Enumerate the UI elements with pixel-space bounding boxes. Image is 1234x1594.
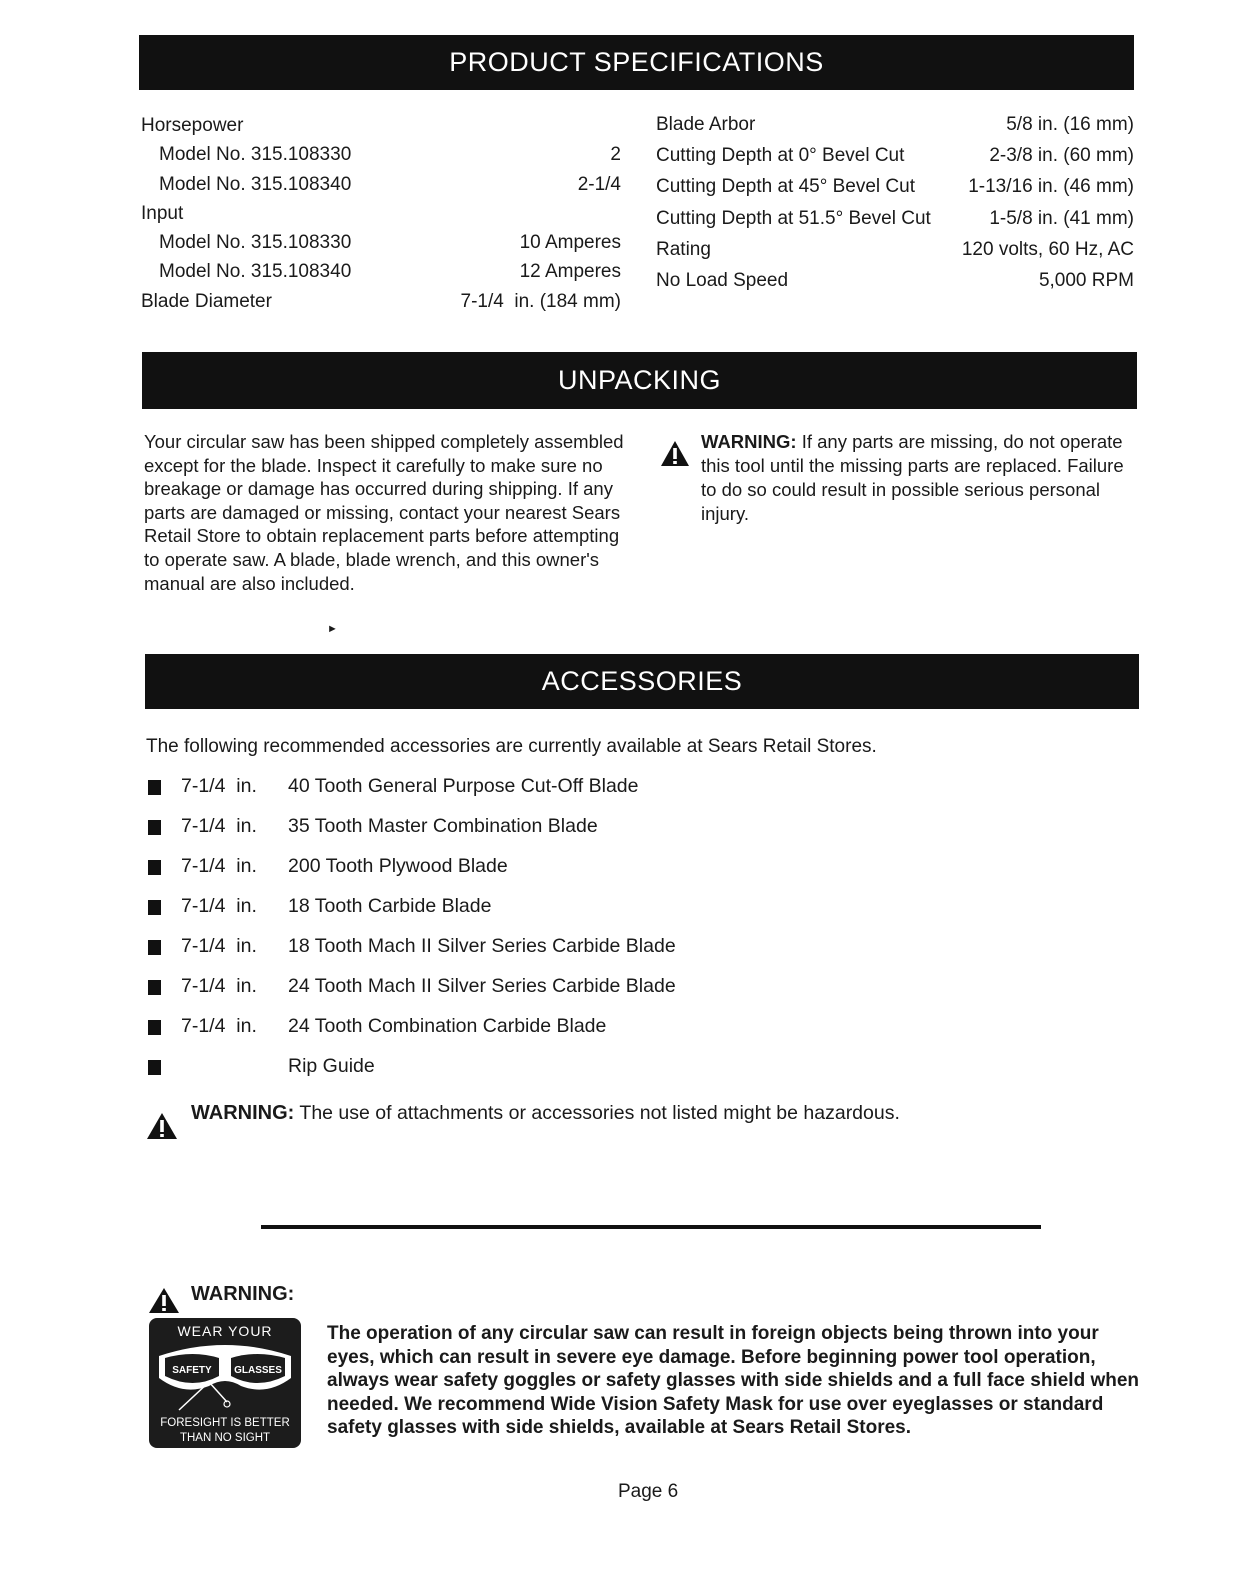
accessories-list <box>146 775 846 1095</box>
spec-row <box>141 140 621 169</box>
accessory-desc: 24 Tooth Combination Carbide Blade <box>288 1015 607 1037</box>
spec-label: Blade Diameter <box>141 290 272 312</box>
accessory-desc: 40 Tooth General Purpose Cut-Off Blade <box>288 775 639 797</box>
list-item <box>146 775 846 815</box>
warning-label: WARNING: <box>701 431 797 452</box>
warning-text: If any parts are missing, do not operate this tool until the missing parts are replaced. Failure to do so could result in possible serious personal injury. <box>701 431 1124 524</box>
unpacking-paragraph: Your circular saw has been shipped completely assembled except for the blade. Inspect it carefully to make sure no breakage or damage has occurred during shipping. If any parts are damaged or missing, contact your nearest Sears Retail Store to obtain replacement parts before attempting to operate saw. A blade, blade wrench, and this owner's manual are also included. <box>144 431 624 594</box>
spec-row <box>656 265 1134 296</box>
warning-triangle-icon <box>660 440 690 473</box>
section-title: UNPACKING <box>557 365 722 395</box>
spec-row <box>656 171 1134 202</box>
list-item <box>146 815 846 855</box>
spec-row <box>656 109 1134 140</box>
list-item <box>146 1055 846 1095</box>
spec-value: 7-1/4 in. (184 mm) <box>460 290 621 312</box>
list-item <box>146 975 846 1015</box>
accessory-desc: Rip Guide <box>288 1055 375 1077</box>
section-title: ACCESSORIES <box>541 666 743 696</box>
spec-row <box>141 199 621 228</box>
badge-top-text: WEAR YOUR <box>177 1323 273 1339</box>
accessory-desc: 18 Tooth Carbide Blade <box>288 895 492 917</box>
spec-value: 1-13/16 in. (46 mm) <box>968 176 1134 198</box>
accessory-desc: 200 Tooth Plywood Blade <box>288 855 508 877</box>
spec-table-left <box>141 111 621 316</box>
list-item <box>146 895 846 935</box>
spec-label: No Load Speed <box>656 269 789 291</box>
spec-value: 2 <box>610 144 621 166</box>
square-bullet-icon <box>148 940 161 955</box>
badge-right-lens-text: GLASSES <box>234 1365 282 1376</box>
spec-label: Cutting Depth at 51.5° Bevel Cut <box>656 207 931 229</box>
section-banner-accessories <box>145 654 1139 709</box>
spec-label: Model No. 315.108330 <box>159 144 352 166</box>
spec-row <box>141 228 621 257</box>
page-number: Page 6 <box>618 1481 679 1502</box>
spec-row <box>141 111 621 140</box>
accessory-size: 7-1/4 in. <box>181 935 257 957</box>
accessory-desc: 18 Tooth Mach II Silver Series Carbide Blade <box>288 935 676 957</box>
spec-label: Horsepower <box>141 115 244 136</box>
spec-value: 5/8 in. (16 mm) <box>1006 114 1134 135</box>
badge-bottom-text-2: THAN NO SIGHT <box>179 1432 271 1444</box>
list-item <box>146 935 846 975</box>
square-bullet-icon <box>148 1020 161 1035</box>
accessory-size: 7-1/4 in. <box>181 895 257 917</box>
spec-value: 1-5/8 in. (41 mm) <box>989 207 1134 229</box>
spec-label: Model No. 315.108340 <box>159 261 352 283</box>
spec-row <box>656 140 1134 171</box>
square-bullet-icon <box>148 980 161 995</box>
spec-value: 5,000 RPM <box>1038 269 1134 291</box>
spec-label: Cutting Depth at 45° Bevel Cut <box>656 176 915 198</box>
square-bullet-icon <box>148 820 161 835</box>
accessories-intro: The following recommended accessories are currently available at Sears Retail Stores. <box>146 736 877 757</box>
spec-row <box>141 287 621 316</box>
spec-value: 120 volts, 60 Hz, AC <box>961 238 1134 260</box>
accessory-size: 7-1/4 in. <box>181 855 257 877</box>
badge-left-lens-text: SAFETY <box>172 1365 212 1376</box>
eye-warning-paragraph: The operation of any circular saw can result in foreign objects being thrown into your eyes, which can result in severe eye damage. Before beginning power tool operation, always wear safety goggles or safety glasses with side shields and a full face shield when needed. We recommend Wide Vision Safety Mask for use over eyeglasses or standard safety glasses with side shields, available at Sears Retail Stores. <box>327 1323 1140 1439</box>
spec-label: Rating <box>656 238 711 260</box>
spec-value: 12 Amperes <box>519 261 621 283</box>
spec-label: Input <box>141 202 184 224</box>
safety-glasses-badge <box>149 1318 301 1448</box>
spec-label: Cutting Depth at 0° Bevel Cut <box>656 145 905 167</box>
accessory-size: 7-1/4 in. <box>181 815 257 837</box>
warning-label: WARNING: <box>191 1283 295 1305</box>
spec-value: 2-3/8 in. (60 mm) <box>989 145 1134 167</box>
accessory-size: 7-1/4 in. <box>181 975 257 997</box>
spec-label: Model No. 315.108330 <box>159 232 352 254</box>
accessory-size: 7-1/4 in. <box>181 1015 257 1037</box>
warning-triangle-icon <box>148 1287 180 1320</box>
spec-row <box>656 203 1134 234</box>
warning-text: The use of attachments or accessories not listed might be hazardous. <box>299 1102 900 1124</box>
square-bullet-icon <box>148 860 161 875</box>
list-item <box>146 1015 846 1055</box>
accessory-size: 7-1/4 in. <box>181 775 257 797</box>
square-bullet-icon <box>148 780 161 795</box>
spec-value: 2-1/4 <box>577 173 621 195</box>
section-title: PRODUCT SPECIFICATIONS <box>449 47 824 77</box>
badge-bottom-text-1: FORESIGHT IS BETTER <box>160 1417 290 1429</box>
spec-row <box>141 170 621 199</box>
spec-row <box>656 234 1134 265</box>
accessory-desc: 24 Tooth Mach II Silver Series Carbide Blade <box>288 975 676 997</box>
spec-value: 10 Amperes <box>519 232 621 254</box>
list-item <box>146 855 846 895</box>
spec-table-right <box>656 109 1134 296</box>
accessory-desc: 35 Tooth Master Combination Blade <box>288 815 598 837</box>
square-bullet-icon <box>148 1060 161 1075</box>
spec-row <box>141 257 621 286</box>
horizontal-divider <box>261 1225 1041 1229</box>
spec-label: Blade Arbor <box>656 114 756 135</box>
warning-triangle-icon <box>146 1112 178 1146</box>
spec-label: Model No. 315.108340 <box>159 173 352 195</box>
arrow-mark-icon: ► <box>327 623 338 635</box>
square-bullet-icon <box>148 900 161 915</box>
section-banner-specifications <box>139 35 1134 90</box>
section-banner-unpacking <box>142 352 1137 409</box>
warning-label: WARNING: <box>191 1102 295 1124</box>
